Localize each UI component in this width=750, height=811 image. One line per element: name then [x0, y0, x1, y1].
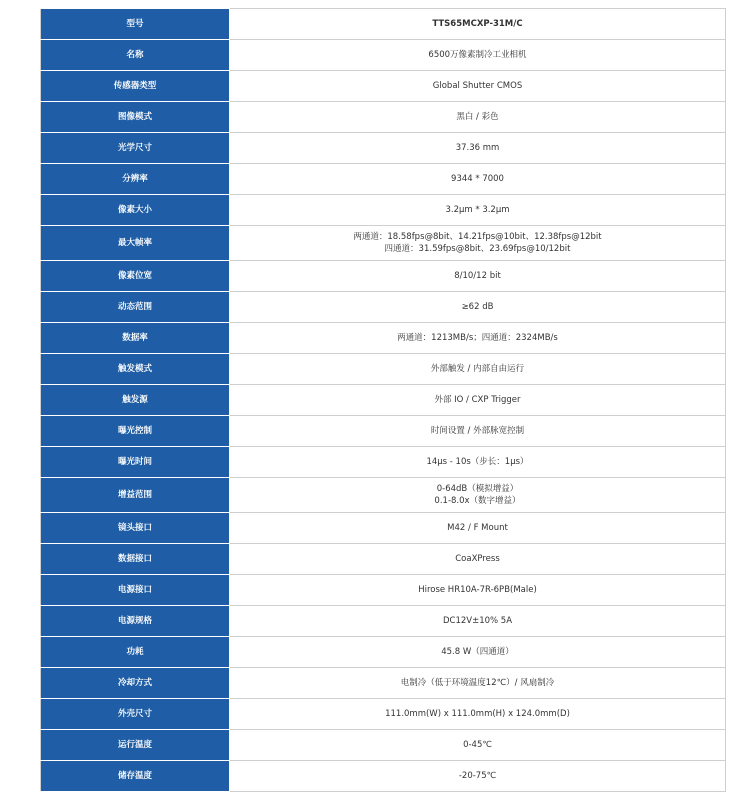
spec-label: 电源规格 [41, 606, 230, 637]
spec-value: 8/10/12 bit [230, 261, 726, 292]
spec-label: 曝光控制 [41, 416, 230, 447]
spec-label: 触发模式 [41, 354, 230, 385]
spec-value-line: 四通道：31.59fps@8bit、23.69fps@10/12bit [384, 244, 571, 254]
spec-row-sensor-type [41, 71, 726, 102]
spec-value: 黑白 / 彩色 [230, 102, 726, 133]
spec-row-image-mode [41, 102, 726, 133]
spec-label: 触发源 [41, 385, 230, 416]
spec-label: 图像模式 [41, 102, 230, 133]
spec-label: 最大帧率 [41, 226, 230, 261]
spec-label: 曝光时间 [41, 447, 230, 478]
spec-value: 45.8 W（四通道） [230, 637, 726, 668]
spec-value: 3.2μm * 3.2μm [230, 195, 726, 226]
spec-label: 运行温度 [41, 730, 230, 761]
spec-row-bit-depth [41, 261, 726, 292]
spec-value: 37.36 mm [230, 133, 726, 164]
spec-label: 功耗 [41, 637, 230, 668]
spec-row-gain-range [41, 478, 726, 513]
spec-row-optical-size [41, 133, 726, 164]
spec-label: 电源接口 [41, 575, 230, 606]
spec-label: 传感器类型 [41, 71, 230, 102]
spec-label: 像素大小 [41, 195, 230, 226]
spec-label: 储存温度 [41, 761, 230, 792]
spec-value: 时间设置 / 外部脉宽控制 [230, 416, 726, 447]
spec-row-power-connector [41, 575, 726, 606]
spec-row-dynamic-range [41, 292, 726, 323]
spec-value [230, 226, 726, 261]
spec-label: 数据率 [41, 323, 230, 354]
spec-value: M42 / F Mount [230, 513, 726, 544]
spec-value: ≥62 dB [230, 292, 726, 323]
spec-row-max-frame-rate [41, 226, 726, 261]
spec-label: 增益范围 [41, 478, 230, 513]
spec-row-operating-temp [41, 730, 726, 761]
spec-value: -20-75℃ [230, 761, 726, 792]
spec-row-housing-size [41, 699, 726, 730]
spec-value: DC12V±10% 5A [230, 606, 726, 637]
spec-row-trigger-mode [41, 354, 726, 385]
spec-label: 镜头接口 [41, 513, 230, 544]
spec-label: 光学尺寸 [41, 133, 230, 164]
spec-row-data-rate [41, 323, 726, 354]
spec-table [40, 8, 726, 792]
spec-value: 14μs - 10s（步长：1μs） [230, 447, 726, 478]
spec-label: 冷却方式 [41, 668, 230, 699]
spec-value: 两通道：1213MB/s；四通道：2324MB/s [230, 323, 726, 354]
spec-label: 动态范围 [41, 292, 230, 323]
spec-row-exposure-control [41, 416, 726, 447]
spec-value: 电制冷（低于环境温度12℃）/ 风扇制冷 [230, 668, 726, 699]
spec-value: Global Shutter CMOS [230, 71, 726, 102]
spec-value [230, 478, 726, 513]
spec-row-model [41, 9, 726, 40]
spec-value: 外部触发 / 内部自由运行 [230, 354, 726, 385]
spec-value: 111.0mm(W) x 111.0mm(H) x 124.0mm(D) [230, 699, 726, 730]
spec-value-line: 两通道：18.58fps@8bit、14.21fps@10bit、12.38fps@12bit [353, 232, 602, 242]
spec-row-lens-mount [41, 513, 726, 544]
spec-label: 型号 [41, 9, 230, 40]
spec-value: 6500万像素制冷工业相机 [230, 40, 726, 71]
spec-row-resolution [41, 164, 726, 195]
spec-value: 9344 * 7000 [230, 164, 726, 195]
spec-value: TTS65MCXP-31M/C [230, 9, 726, 40]
spec-row-cooling [41, 668, 726, 699]
spec-value: 0-45℃ [230, 730, 726, 761]
spec-row-power-consumption [41, 637, 726, 668]
spec-label: 外壳尺寸 [41, 699, 230, 730]
spec-label: 数据接口 [41, 544, 230, 575]
spec-label: 像素位宽 [41, 261, 230, 292]
spec-label: 分辨率 [41, 164, 230, 195]
spec-value-line: 0-64dB（模拟增益） [436, 484, 519, 494]
spec-value: Hirose HR10A-7R-6PB(Male) [230, 575, 726, 606]
spec-value: 外部 IO / CXP Trigger [230, 385, 726, 416]
spec-row-trigger-source [41, 385, 726, 416]
spec-row-storage-temp [41, 761, 726, 792]
spec-row-name [41, 40, 726, 71]
spec-table-container [40, 8, 726, 792]
spec-row-power-spec [41, 606, 726, 637]
spec-row-pixel-size [41, 195, 726, 226]
spec-value-line: 0.1-8.0x（数字增益） [434, 496, 521, 506]
spec-value: CoaXPress [230, 544, 726, 575]
spec-row-data-interface [41, 544, 726, 575]
spec-row-exposure-time [41, 447, 726, 478]
spec-label: 名称 [41, 40, 230, 71]
